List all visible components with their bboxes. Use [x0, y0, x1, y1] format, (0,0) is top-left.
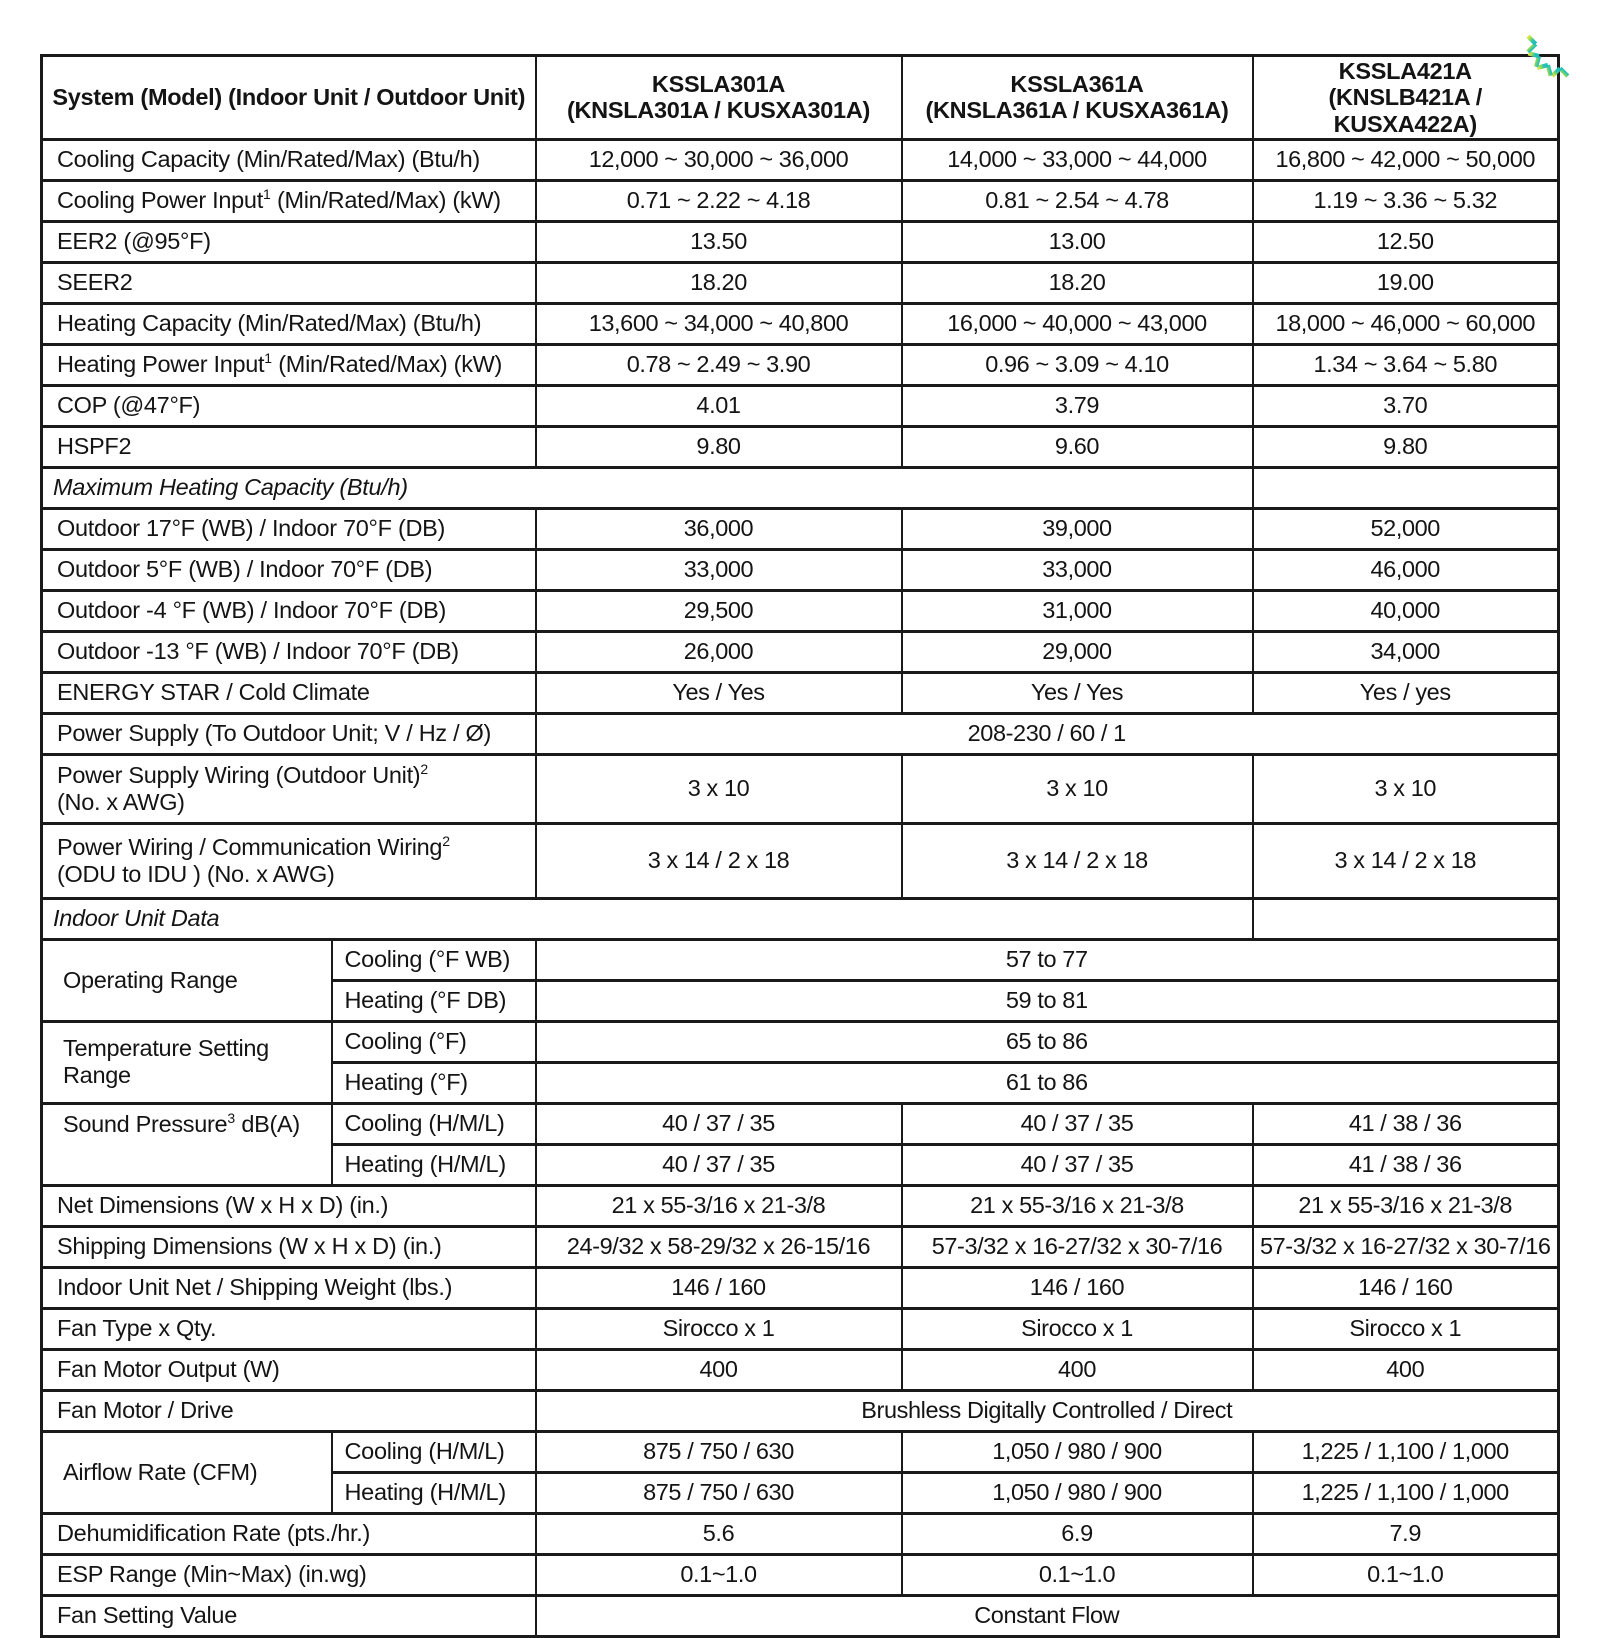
row-section-max-heating [42, 467, 1559, 508]
row-net-shipping-weight [42, 1267, 1559, 1308]
cell-value: 26,000 [536, 631, 902, 672]
cell-value: 57-3/32 x 16-27/32 x 30-7/16 [1253, 1226, 1559, 1267]
row-label: SEER2 [42, 262, 536, 303]
cell-value: 1,050 / 980 / 900 [902, 1431, 1253, 1472]
cell-value: 3 x 14 / 2 x 18 [536, 823, 902, 898]
label-text: Power Wiring / Communication Wiring [57, 833, 443, 860]
group-label [42, 1103, 332, 1185]
cell-value: 13.00 [902, 221, 1253, 262]
row-esp-range [42, 1554, 1559, 1595]
system-model-header: System (Model) (Indoor Unit / Outdoor Unit) [42, 56, 536, 140]
row-outdoor-minus4 [42, 590, 1559, 631]
cell-value: Yes / Yes [902, 672, 1253, 713]
sub-label: Heating (H/M/L) [332, 1144, 536, 1185]
row-section-indoor-unit [42, 898, 1559, 939]
cell-value: 31,000 [902, 590, 1253, 631]
row-net-dimensions [42, 1185, 1559, 1226]
cell-value: 13.50 [536, 221, 902, 262]
group-label: Operating Range [42, 939, 332, 1021]
cell-value: 39,000 [902, 508, 1253, 549]
sub-label: Cooling (°F WB) [332, 939, 536, 980]
cell-value: 1.19 ~ 3.36 ~ 5.32 [1253, 180, 1559, 221]
cell-value: 0.81 ~ 2.54 ~ 4.78 [902, 180, 1253, 221]
cell-value: 29,000 [902, 631, 1253, 672]
cell-value: Sirocco x 1 [902, 1308, 1253, 1349]
cell-value: 46,000 [1253, 549, 1559, 590]
cell-value: 14,000 ~ 33,000 ~ 44,000 [902, 139, 1253, 180]
cell-value: 40 / 37 / 35 [902, 1144, 1253, 1185]
cell-value: 3 x 10 [902, 754, 1253, 823]
cell-value: 400 [536, 1349, 902, 1390]
model-units: (KNSLB421A / KUSXA422A) [1328, 84, 1483, 137]
cell-value: Sirocco x 1 [536, 1308, 902, 1349]
cell-value: 4.01 [536, 385, 902, 426]
cell-value: 12,000 ~ 30,000 ~ 36,000 [536, 139, 902, 180]
cell-value: 0.71 ~ 2.22 ~ 4.18 [536, 180, 902, 221]
empty-cell [1253, 898, 1559, 939]
cell-value-merged: 208-230 / 60 / 1 [536, 713, 1559, 754]
row-cooling-power-input [42, 180, 1559, 221]
cell-value: 7.9 [1253, 1513, 1559, 1554]
cell-value: 0.1~1.0 [536, 1554, 902, 1595]
row-label: ENERGY STAR / Cold Climate [42, 672, 536, 713]
cell-value: 29,500 [536, 590, 902, 631]
cell-value: 24-9/32 x 58-29/32 x 26-15/16 [536, 1226, 902, 1267]
row-fan-motor-drive [42, 1390, 1559, 1431]
cell-value: Yes / Yes [536, 672, 902, 713]
label-text: dB(A) [235, 1110, 300, 1137]
cell-value: Yes / yes [1253, 672, 1559, 713]
row-temp-setting-cooling [42, 1021, 1559, 1062]
group-label: Airflow Rate (CFM) [42, 1431, 332, 1513]
cell-value: 18,000 ~ 46,000 ~ 60,000 [1253, 303, 1559, 344]
cell-value: 5.6 [536, 1513, 902, 1554]
row-label: EER2 (@95°F) [42, 221, 536, 262]
row-seer2 [42, 262, 1559, 303]
cell-value: 19.00 [1253, 262, 1559, 303]
cell-value: 41 / 38 / 36 [1253, 1144, 1559, 1185]
cell-value: 34,000 [1253, 631, 1559, 672]
cell-value: 1,050 / 980 / 900 [902, 1472, 1253, 1513]
cell-value-merged: 57 to 77 [536, 939, 1559, 980]
sub-label: Cooling (H/M/L) [332, 1431, 536, 1472]
row-outdoor-17 [42, 508, 1559, 549]
row-fan-type-qty [42, 1308, 1559, 1349]
label-text: Power Supply Wiring (Outdoor Unit) [57, 761, 421, 788]
row-label: Outdoor -13 °F (WB) / Indoor 70°F (DB) [42, 631, 536, 672]
row-operating-range-cooling [42, 939, 1559, 980]
row-label: Fan Motor / Drive [42, 1390, 536, 1431]
snowflake-burst-logo [1508, 0, 1600, 96]
cell-value: 0.78 ~ 2.49 ~ 3.90 [536, 344, 902, 385]
cell-value: 6.9 [902, 1513, 1253, 1554]
footnote-mark: 3 [227, 1110, 236, 1127]
sub-label: Cooling (H/M/L) [332, 1103, 536, 1144]
row-fan-motor-output [42, 1349, 1559, 1390]
row-dehumidification [42, 1513, 1559, 1554]
cell-value: 0.1~1.0 [1253, 1554, 1559, 1595]
sub-label: Heating (°F DB) [332, 980, 536, 1021]
row-sound-pressure-cooling [42, 1103, 1559, 1144]
row-label: Shipping Dimensions (W x H x D) (in.) [42, 1226, 536, 1267]
cell-value: 33,000 [902, 549, 1253, 590]
table-header-row [42, 56, 1559, 140]
row-label: Fan Type x Qty. [42, 1308, 536, 1349]
cell-value: 1,225 / 1,100 / 1,000 [1253, 1431, 1559, 1472]
cell-value: 12.50 [1253, 221, 1559, 262]
label-text: (Min/Rated/Max) (kW) [270, 187, 501, 214]
section-label: Indoor Unit Data [42, 898, 1253, 939]
row-outdoor-minus13 [42, 631, 1559, 672]
row-label: Outdoor 5°F (WB) / Indoor 70°F (DB) [42, 549, 536, 590]
footnote-mark: 1 [264, 350, 273, 367]
cell-value: 21 x 55-3/16 x 21-3/8 [536, 1185, 902, 1226]
row-label: Power Supply (To Outdoor Unit; V / Hz / Ø) [42, 713, 536, 754]
cell-value: 40,000 [1253, 590, 1559, 631]
cell-value: 875 / 750 / 630 [536, 1472, 902, 1513]
row-label: Dehumidification Rate (pts./hr.) [42, 1513, 536, 1554]
cell-value: 0.96 ~ 3.09 ~ 4.10 [902, 344, 1253, 385]
row-label: HSPF2 [42, 426, 536, 467]
cell-value: 9.60 [902, 426, 1253, 467]
cell-value: 400 [902, 1349, 1253, 1390]
row-label: Fan Setting Value [42, 1595, 536, 1636]
cell-value: 16,800 ~ 42,000 ~ 50,000 [1253, 139, 1559, 180]
label-text: (Min/Rated/Max) (kW) [272, 351, 503, 378]
row-outdoor-5 [42, 549, 1559, 590]
cell-value: 16,000 ~ 40,000 ~ 43,000 [902, 303, 1253, 344]
row-power-comm-wiring [42, 823, 1559, 898]
row-heating-power-input [42, 344, 1559, 385]
row-label [42, 754, 536, 823]
cell-value: 146 / 160 [536, 1267, 902, 1308]
cell-value: 18.20 [536, 262, 902, 303]
cell-value: 40 / 37 / 35 [902, 1103, 1253, 1144]
group-label: Temperature Setting Range [42, 1021, 332, 1103]
sub-label: Heating (°F) [332, 1062, 536, 1103]
cell-value: 33,000 [536, 549, 902, 590]
row-energy-star [42, 672, 1559, 713]
row-label: Indoor Unit Net / Shipping Weight (lbs.) [42, 1267, 536, 1308]
row-label: Fan Motor Output (W) [42, 1349, 536, 1390]
label-text: (No. x AWG) [57, 788, 185, 815]
cell-value: 0.1~1.0 [902, 1554, 1253, 1595]
row-label: Outdoor -4 °F (WB) / Indoor 70°F (DB) [42, 590, 536, 631]
cell-value: 21 x 55-3/16 x 21-3/8 [1253, 1185, 1559, 1226]
cell-value: 3.70 [1253, 385, 1559, 426]
cell-value: 3 x 10 [1253, 754, 1559, 823]
empty-cell [1253, 467, 1559, 508]
row-label [42, 344, 536, 385]
cell-value-merged: Constant Flow [536, 1595, 1559, 1636]
row-label [42, 823, 536, 898]
row-label: Cooling Capacity (Min/Rated/Max) (Btu/h) [42, 139, 536, 180]
row-heating-capacity [42, 303, 1559, 344]
footnote-mark: 2 [442, 833, 450, 850]
cell-value: 57-3/32 x 16-27/32 x 30-7/16 [902, 1226, 1253, 1267]
cell-value: 146 / 160 [902, 1267, 1253, 1308]
row-label: ESP Range (Min~Max) (in.wg) [42, 1554, 536, 1595]
row-cop [42, 385, 1559, 426]
label-text: Heating Power Input [57, 351, 265, 378]
cell-value: 21 x 55-3/16 x 21-3/8 [902, 1185, 1253, 1226]
sub-label: Cooling (°F) [332, 1021, 536, 1062]
row-label [42, 180, 536, 221]
row-label: COP (@47°F) [42, 385, 536, 426]
cell-value: 3 x 10 [536, 754, 902, 823]
cell-value: 3.79 [902, 385, 1253, 426]
cell-value: 36,000 [536, 508, 902, 549]
row-airflow-cooling [42, 1431, 1559, 1472]
row-label: Net Dimensions (W x H x D) (in.) [42, 1185, 536, 1226]
cell-value-merged: 59 to 81 [536, 980, 1559, 1021]
sub-label: Heating (H/M/L) [332, 1472, 536, 1513]
cell-value: 400 [1253, 1349, 1559, 1390]
model-name: KSSLA361A [1010, 71, 1144, 98]
cell-value: 146 / 160 [1253, 1267, 1559, 1308]
label-text: Sound Pressure [63, 1110, 228, 1137]
cell-value: 18.20 [902, 262, 1253, 303]
cell-value: 40 / 37 / 35 [536, 1103, 902, 1144]
cell-value: 52,000 [1253, 508, 1559, 549]
label-text: Cooling Power Input [57, 187, 263, 214]
row-power-supply [42, 713, 1559, 754]
cell-value: 13,600 ~ 34,000 ~ 40,800 [536, 303, 902, 344]
footnote-mark: 2 [420, 761, 429, 778]
row-eer2 [42, 221, 1559, 262]
cell-value: 875 / 750 / 630 [536, 1431, 902, 1472]
cell-value: 9.80 [1253, 426, 1559, 467]
cell-value: 40 / 37 / 35 [536, 1144, 902, 1185]
column-header-kssla301a [536, 56, 902, 140]
cell-value: 3 x 14 / 2 x 18 [1253, 823, 1559, 898]
cell-value: 41 / 38 / 36 [1253, 1103, 1559, 1144]
row-hspf2 [42, 426, 1559, 467]
row-label: Heating Capacity (Min/Rated/Max) (Btu/h) [42, 303, 536, 344]
column-header-kssla361a [902, 56, 1253, 140]
model-name: KSSLA421A [1338, 58, 1472, 84]
cell-value: 3 x 14 / 2 x 18 [902, 823, 1253, 898]
cell-value-merged: Brushless Digitally Controlled / Direct [536, 1390, 1559, 1431]
row-shipping-dimensions [42, 1226, 1559, 1267]
cell-value: Sirocco x 1 [1253, 1308, 1559, 1349]
cell-value-merged: 61 to 86 [536, 1062, 1559, 1103]
row-power-supply-wiring [42, 754, 1559, 823]
label-text: (ODU to IDU ) (No. x AWG) [57, 860, 335, 887]
row-fan-setting [42, 1595, 1559, 1636]
section-label: Maximum Heating Capacity (Btu/h) [42, 467, 1253, 508]
footnote-mark: 1 [262, 186, 271, 203]
model-units: (KNSLA361A / KUSXA361A) [925, 97, 1229, 124]
row-label: Outdoor 17°F (WB) / Indoor 70°F (DB) [42, 508, 536, 549]
model-name: KSSLA301A [651, 71, 786, 98]
spec-table [40, 54, 1560, 1638]
model-units: (KNSLA301A / KUSXA301A) [566, 97, 871, 124]
cell-value: 1,225 / 1,100 / 1,000 [1253, 1472, 1559, 1513]
cell-value: 1.34 ~ 3.64 ~ 5.80 [1253, 344, 1559, 385]
cell-value: 9.80 [536, 426, 902, 467]
cell-value-merged: 65 to 86 [536, 1021, 1559, 1062]
row-cooling-capacity [42, 139, 1559, 180]
